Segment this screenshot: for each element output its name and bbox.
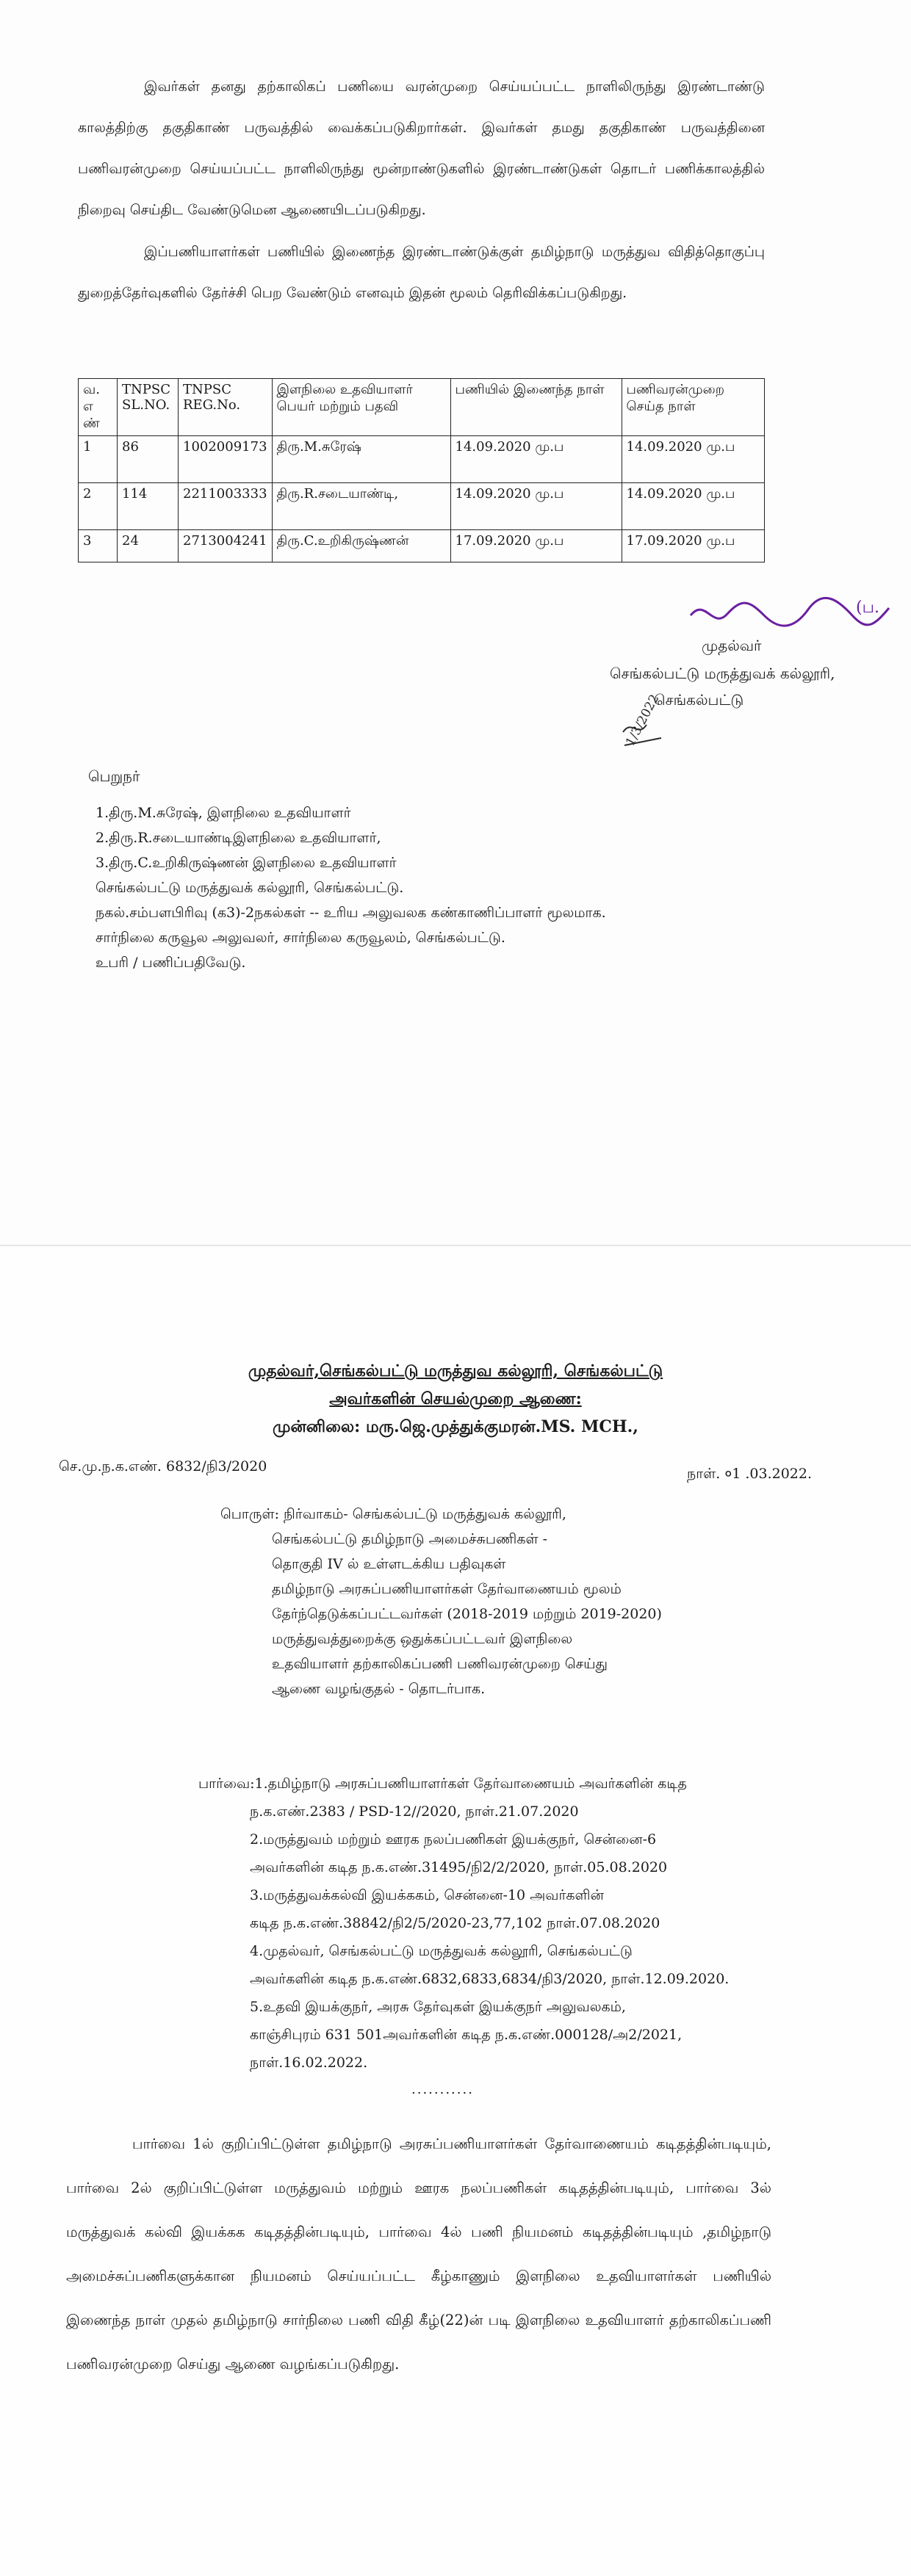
table-cell: 24 — [118, 530, 179, 562]
subject-line: உதவியாளர் தற்காலிகப்பணி பணிவரன்முறை செய்து — [272, 1656, 608, 1672]
reference-line: ந.க.எண்.2383 / PSD-12//2020, நாள்.21.07.2020 — [250, 1803, 579, 1820]
references-block — [198, 1770, 838, 2077]
subject-line: தொகுதி IV ல் உள்ளடக்கிய பதிவுகள் — [272, 1556, 506, 1572]
reference-number: செ.மு.ந.க.எண். 6832/நி3/2020 — [59, 1458, 267, 1475]
section-separator: ........... — [411, 2082, 474, 2097]
table-cell: 14.09.2020 மு.ப — [450, 436, 622, 483]
order-header-line1: முதல்வர்,செங்கல்பட்டு மருத்துவ கல்லூரி, செங்கல்பட்டு — [248, 1361, 663, 1381]
table-cell: 86 — [118, 436, 179, 483]
list-item: 3.திரு.C.உறிகிருஷ்ணன் இளநிலை உதவியாளர் — [96, 855, 397, 871]
signatory-org-line2: செங்கல்பட்டு — [654, 691, 744, 709]
table-cell: திரு.C.உறிகிருஷ்ணன் — [272, 530, 450, 562]
col-header-tnpsc-reg: TNPSC REG.No. — [179, 379, 273, 436]
order-header-presence: முன்னிலை: மரு.ஜெ.முத்துக்குமரன்.MS. MCH., — [273, 1417, 638, 1436]
list-item: சார்நிலை கருவூல அலுவலர், சார்நிலை கருவூலம், செங்கல்பட்டு. — [96, 930, 505, 946]
list-item: 2.திரு.R.சடையாண்டிஇளநிலை உதவியாளர், — [96, 830, 381, 846]
list-item: 1.திரு.M.சுரேஷ், இளநிலை உதவியாளர் — [96, 805, 351, 821]
table-cell: 114 — [118, 483, 179, 530]
recipients-list — [96, 800, 815, 975]
order-header-line2: அவர்களின் செயல்முறை ஆணை: — [329, 1389, 582, 1408]
table-cell: 17.09.2020 மு.ப — [622, 530, 764, 562]
reference-line: அவர்களின் கடித ந.க.எண்.31495/நி2/2/2020, நாள்.05.08.2020 — [250, 1859, 668, 1875]
list-item: செங்கல்பட்டு மருத்துவக் கல்லூரி, செங்கல்பட்டு. — [96, 880, 404, 896]
order-body: பார்வை 1ல் குறிப்பிட்டுள்ள தமிழ்நாடு அரசுப்பணியாளர்கள் தேர்வாணையம் கடிதத்தின்படியும், பார்வை 2ல் குறிப்பிட்டுள்ள மருத்துவம் மற்றும் ஊரக நலப்பணிகள் கடிதத்தின்படியும், பார்வை 3ல் மருத்துவக் கல்வி இயக்கக கடிதத்தின்படியும், பார்வை 4ல் பணி நியமனம் கடிதத்தின்படியும் ,தமிழ்நாடு அமைச்சுப்பணிகளுக்கான நியமனம் செய்யப்பட்ட கீழ்காணும் இளநிலை உதவியாளர்கள் பணியில் இணைந்த நாள் முதல் தமிழ்நாடு சார்நிலை பணி விதி கீழ்(22)ன் படி இளநிலை உதவியாளர் தற்காலிகப்பணி பணிவரன்முறை செய்து ஆணை வழங்கப்படுகிறது. — [66, 2135, 771, 2373]
col-header-serial: வ. எ ண் — [79, 379, 118, 436]
table-row — [79, 483, 765, 530]
table-cell: 2211003333 — [179, 483, 273, 530]
subject-line: மருத்துவத்துறைக்கு ஒதுக்கப்பட்டவர் இளநிலை — [272, 1631, 573, 1647]
col-header-join-date: பணியில் இணைந்த நாள் — [450, 379, 622, 436]
reference-line: பார்வை:1.தமிழ்நாடு அரசுப்பணியாளர்கள் தேர்வாணையம் அவர்களின் கடித — [198, 1776, 687, 1792]
reference-line: 3.மருத்துவக்கல்வி இயக்ககம், சென்னை-10 அவர்களின் — [250, 1887, 604, 1903]
table-cell: 2713004241 — [179, 530, 273, 562]
subject-line: தமிழ்நாடு அரசுப்பணியாளர்கள் தேர்வாணையம் மூலம் — [272, 1581, 622, 1597]
order-date: நாள். ०1 .03.2022. — [687, 1466, 812, 1482]
signatory-org-line1: செங்கல்பட்டு மருத்துவக் கல்லூரி, — [610, 665, 835, 682]
table-row — [79, 436, 765, 483]
recipients-label: பெறுநர் — [88, 767, 140, 785]
initial-note: 1/3/2022 — [623, 692, 663, 749]
paragraph-probation: இவர்கள் தனது தற்காலிகப் பணியை வரன்முறை செய்யப்பட்ட நாளிலிருந்து இரண்டாண்டு காலத்திற்கு தகுதிகாண் பருவத்தில் வைக்கப்படுகிறார்கள். இவர்கள் தமது தகுதிகாண் பருவத்தினை பணிவரன்முறை செய்யப்பட்ட நாளிலிருந்து மூன்றாண்டுகளில் இரண்டாண்டுகள் தொடர் பணிக்காலத்தில் நிறைவு செய்திட வேண்டுமென ஆணையிடப்படுகிறது. — [78, 79, 765, 218]
table-cell: 14.09.2020 மு.ப — [622, 483, 764, 530]
table-cell: 2 — [79, 483, 118, 530]
signature-mark: (ப. — [856, 598, 879, 617]
table-cell: 3 — [79, 530, 118, 562]
subject-line: செங்கல்பட்டு தமிழ்நாடு அமைச்சுபணிகள் - — [272, 1531, 548, 1547]
table-cell: 1002009173 — [179, 436, 273, 483]
col-header-tnpsc-sl: TNPSC SL.NO. — [118, 379, 179, 436]
table-row — [79, 530, 765, 562]
reference-line: கடித ந.க.எண்.38842/நி2/5/2020-23,77,102 நாள்.07.08.2020 — [250, 1915, 660, 1931]
subject-block — [220, 1502, 749, 1701]
list-item: உபரி / பணிப்பதிவேடு. — [96, 955, 246, 971]
signatory-title: முதல்வர் — [702, 637, 762, 654]
col-header-regularise-date: பணிவரன்முறை செய்த நாள் — [622, 379, 764, 436]
list-item: நகல்.சம்பளபிரிவு (க3)-2நகல்கள் -- உரிய அலுவலக கண்காணிப்பாளர் மூலமாக. — [96, 905, 606, 921]
page-separator — [0, 1245, 911, 1246]
table-cell: 1 — [79, 436, 118, 483]
reference-line: அவர்களின் கடித ந.க.எண்.6832,6833,6834/நி3/2020, நாள்.12.09.2020. — [250, 1971, 730, 1987]
subject-line: தேர்ந்தெடுக்கப்பட்டவர்கள் (2018-2019 மற்றும் 2019-2020) — [272, 1606, 662, 1622]
regularisation-table — [78, 378, 765, 562]
table-cell: 17.09.2020 மு.ப — [450, 530, 622, 562]
reference-line: நாள்.16.02.2022. — [250, 2055, 368, 2071]
table-cell: 14.09.2020 மு.ப — [450, 483, 622, 530]
paragraph-exam-requirement: இப்பணியாளர்கள் பணியில் இணைந்த இரண்டாண்டுக்குள் தமிழ்நாடு மருத்துவ விதித்தொகுப்பு துறைத்தேர்வுகளில் தேர்ச்சி பெற வேண்டும் எனவும் இதன் மூலம் தெரிவிக்கப்படுகிறது. — [78, 244, 765, 301]
table-header-row — [79, 379, 765, 436]
subject-line: பொருள்: நிர்வாகம்- செங்கல்பட்டு மருத்துவக் கல்லூரி, — [220, 1506, 566, 1522]
table-cell: 14.09.2020 மு.ப — [622, 436, 764, 483]
subject-line: ஆணை வழங்குதல் - தொடர்பாக. — [272, 1681, 486, 1697]
table-cell: திரு.M.சுரேஷ் — [272, 436, 450, 483]
col-header-name: இளநிலை உதவியாளர் பெயர் மற்றும் பதவி — [272, 379, 450, 436]
table-cell: திரு.R.சடையாண்டி, — [272, 483, 450, 530]
reference-line: 5.உதவி இயக்குநர், அரசு தேர்வுகள் இயக்குநர் அலுவலகம், — [250, 1999, 626, 2015]
reference-line: காஞ்சிபுரம் 631 501அவர்களின் கடித ந.க.எண்.000128/அ2/2021, — [250, 2027, 683, 2043]
reference-line: 2.மருத்துவம் மற்றும் ஊரக நலப்பணிகள் இயக்குநர், சென்னை-6 — [250, 1831, 657, 1848]
reference-line: 4.முதல்வர், செங்கல்பட்டு மருத்துவக் கல்லூரி, செங்கல்பட்டு — [250, 1943, 633, 1959]
